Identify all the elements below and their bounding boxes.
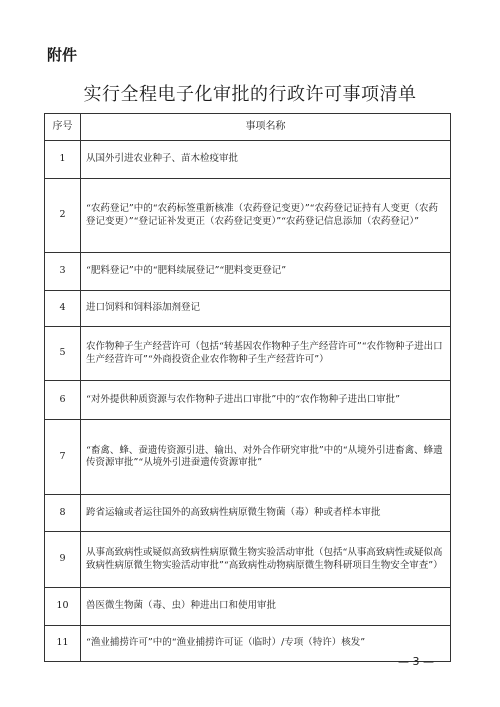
table-row: [45, 532, 451, 588]
row-index: 10: [45, 588, 81, 626]
row-item-name: “农药登记”中的“农药标签重新核准（农药登记变更）”“农药登记证持有人变更（农药登记变更）”“登记证补发更正（农药登记变更）”“农药登记信息添加（农药登记）”: [81, 179, 451, 253]
row-item-name: 农作物种子生产经营许可（包括“转基因农作物种子生产经营许可”“农作物种子进出口生产经营许可”“外商投资企业农作物种子生产经营许可”）: [81, 327, 451, 381]
row-item-name: “对外提供种质资源与农作物种子进出口审批”中的“农作物种子进出口审批”: [81, 381, 451, 420]
row-item-name: 进口饲料和饲料添加剂登记: [81, 291, 451, 327]
row-index: 4: [45, 291, 81, 327]
row-item-name: 从国外引进农业种子、苗木检疫审批: [81, 141, 451, 179]
row-item-name: “畜禽、蜂、蚕遗传资源引进、输出、对外合作研究审批”中的“从境外引进畜禽、蜂遗传资源审批”“从境外引进蚕遗传资源审批”: [81, 420, 451, 495]
table-row: [45, 179, 451, 253]
table-row: [45, 141, 451, 179]
row-index: 8: [45, 495, 81, 532]
table-row: [45, 291, 451, 327]
row-item-name: 兽医微生物菌（毒、虫）种进出口和使用审批: [81, 588, 451, 626]
page-number: — 3 —: [398, 655, 434, 668]
header-item-name: 事项名称: [81, 114, 451, 141]
table-row: [45, 381, 451, 420]
table-row: [45, 495, 451, 532]
permit-items-table: [44, 113, 451, 662]
header-index: 序号: [45, 114, 81, 141]
row-index: 2: [45, 179, 81, 253]
row-item-name: “肥料登记”中的“肥料续展登记”“肥料变更登记”: [81, 253, 451, 291]
row-index: 6: [45, 381, 81, 420]
row-item-name: 从事高致病性或疑似高致病性病原微生物实验活动审批（包括“从事高致病性或疑似高致病性病原微生物实验活动审批”“高致病性动物病原微生物科研项目生物安全审查”）: [81, 532, 451, 588]
table-header-row: [45, 114, 451, 141]
table-row: [45, 626, 451, 662]
table-row: [45, 420, 451, 495]
row-index: 5: [45, 327, 81, 381]
row-index: 9: [45, 532, 81, 588]
table-row: [45, 253, 451, 291]
table-row: [45, 327, 451, 381]
row-item-name: “渔业捕捞许可”中的“渔业捕捞许可证（临时）/专项（特许）核发”: [81, 626, 451, 662]
row-index: 7: [45, 420, 81, 495]
row-index: 11: [45, 626, 81, 662]
row-index: 3: [45, 253, 81, 291]
row-item-name: 跨省运输或者运往国外的高致病性病原微生物菌（毒）种或者样本审批: [81, 495, 451, 532]
table-row: [45, 588, 451, 626]
attachment-label: 附件: [47, 46, 78, 64]
row-index: 1: [45, 141, 81, 179]
page-title: 实行全程电子化审批的行政许可事项清单: [83, 84, 417, 105]
